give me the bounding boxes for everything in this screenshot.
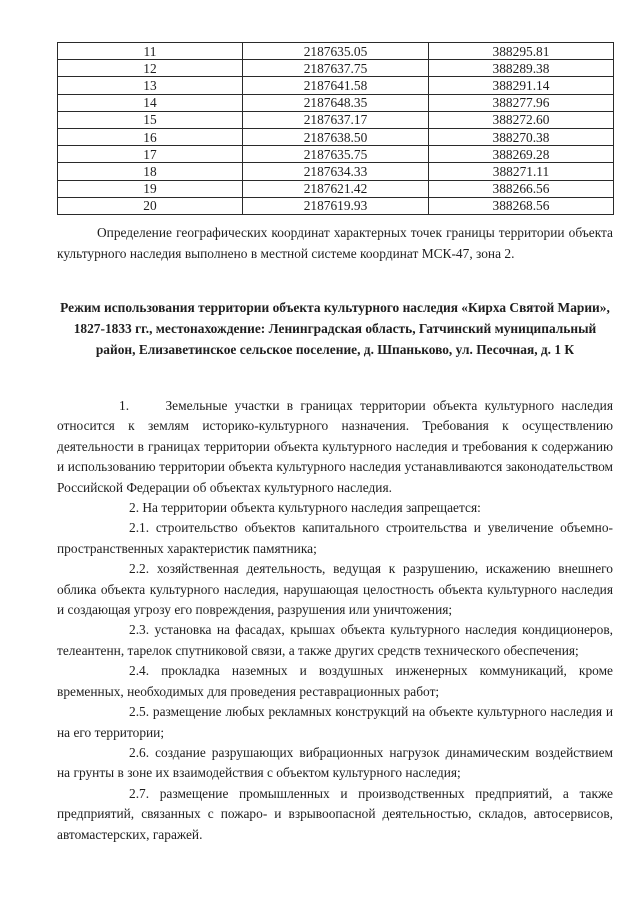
y-coordinate-cell: 388269.28 [429, 146, 614, 163]
point-number-cell: 13 [58, 77, 243, 94]
table-row [58, 43, 614, 60]
point-number-cell: 18 [58, 163, 243, 180]
coordinates-note [57, 223, 613, 264]
x-coordinate-cell: 2187635.05 [243, 43, 429, 60]
table-row [58, 77, 614, 94]
y-coordinate-cell: 388271.11 [429, 163, 614, 180]
coordinates-table-body [58, 43, 614, 215]
x-coordinate-cell: 2187641.58 [243, 77, 429, 94]
x-coordinate-cell: 2187648.35 [243, 94, 429, 111]
regulations-body [57, 396, 613, 845]
x-coordinate-cell: 2187621.42 [243, 180, 429, 197]
coordinates-note-text: Определение географических координат характерных точек границы территории объекта культурного наследия выполнено в местной системе координат МСК-47, зона 2. [57, 225, 613, 261]
table-row [58, 180, 614, 197]
x-coordinate-cell: 2187619.93 [243, 197, 429, 214]
paragraph-2-1: 2.1. строительство объектов капитального строительства и увеличение объемно-пространственных характеристик памятника; [57, 520, 613, 556]
paragraph-2-3: 2.3. установка на фасадах, крышах объекта культурного наследия кондиционеров, телеантенн, тарелок спутниковой связи, а также других средств технического обеспечения; [57, 622, 613, 658]
point-number-cell: 20 [58, 197, 243, 214]
y-coordinate-cell: 388268.56 [429, 197, 614, 214]
y-coordinate-cell: 388270.38 [429, 128, 614, 145]
y-coordinate-cell: 388291.14 [429, 77, 614, 94]
table-row [58, 60, 614, 77]
x-coordinate-cell: 2187635.75 [243, 146, 429, 163]
y-coordinate-cell: 388289.38 [429, 60, 614, 77]
x-coordinate-cell: 2187637.17 [243, 111, 429, 128]
table-row [58, 111, 614, 128]
y-coordinate-cell: 388272.60 [429, 111, 614, 128]
point-number-cell: 16 [58, 128, 243, 145]
table-row [58, 128, 614, 145]
table-row [58, 94, 614, 111]
paragraph-2-7: 2.7. размещение промышленных и производственных предприятий, а также предприятий, связанных с пожаро- и взрывоопасной деятельностью, складов, автосервисов, автомастерских, гаражей. [57, 785, 613, 842]
y-coordinate-cell: 388295.81 [429, 43, 614, 60]
y-coordinate-cell: 388277.96 [429, 94, 614, 111]
point-number-cell: 17 [58, 146, 243, 163]
coordinates-table [57, 42, 614, 215]
point-number-cell: 19 [58, 180, 243, 197]
table-row [58, 146, 614, 163]
point-number-cell: 11 [58, 43, 243, 60]
x-coordinate-cell: 2187634.33 [243, 163, 429, 180]
point-number-cell: 12 [58, 60, 243, 77]
x-coordinate-cell: 2187638.50 [243, 128, 429, 145]
y-coordinate-cell: 388266.56 [429, 180, 614, 197]
x-coordinate-cell: 2187637.75 [243, 60, 429, 77]
paragraph-2-6: 2.6. создание разрушающих вибрационных нагрузок динамическим воздействием на грунты в зоне их взаимодействия с объектом культурного наследия; [57, 744, 613, 781]
paragraph-2: 2. На территории объекта культурного наследия запрещается: [129, 500, 481, 516]
paragraph-2-5: 2.5. размещение любых рекламных конструкций на объекте культурного наследия и на его территории; [57, 704, 613, 740]
paragraph-1: 1. Земельные участки в границах территории объекта культурного наследия относится к землям историко-культурного назначения. Требования к осуществлению деятельности в границах территории объекта культурного наследия и требования к содержанию и использованию территории объекта культурного наследия устанавливаются законодательством Российской Федерации об объектах культурного наследия. [57, 398, 613, 495]
point-number-cell: 15 [58, 111, 243, 128]
table-row [58, 197, 614, 214]
paragraph-2-2: 2.2. хозяйственная деятельность, ведущая к разрушению, искажению внешнего облика объекта культурного наследия, нарушающая целостность объекта культурного наследия и создающая угрозу его повреждения, разрушения или уничтожения; [57, 561, 613, 618]
paragraph-2-4: 2.4. прокладка наземных и воздушных инженерных коммуникаций, кроме временных, необходимых для проведения реставрационных работ; [57, 663, 613, 699]
point-number-cell: 14 [58, 94, 243, 111]
section-title: Режим использования территории объекта культурного наследия «Кирха Святой Марии», 1827-1833 гг., местонахождение: Ленинградская область, Гатчинский муниципальный район, Елизаветинское сельское поселение, д. Шпаньково, ул. Песочная, д. 1 К [60, 300, 610, 357]
table-row [58, 163, 614, 180]
